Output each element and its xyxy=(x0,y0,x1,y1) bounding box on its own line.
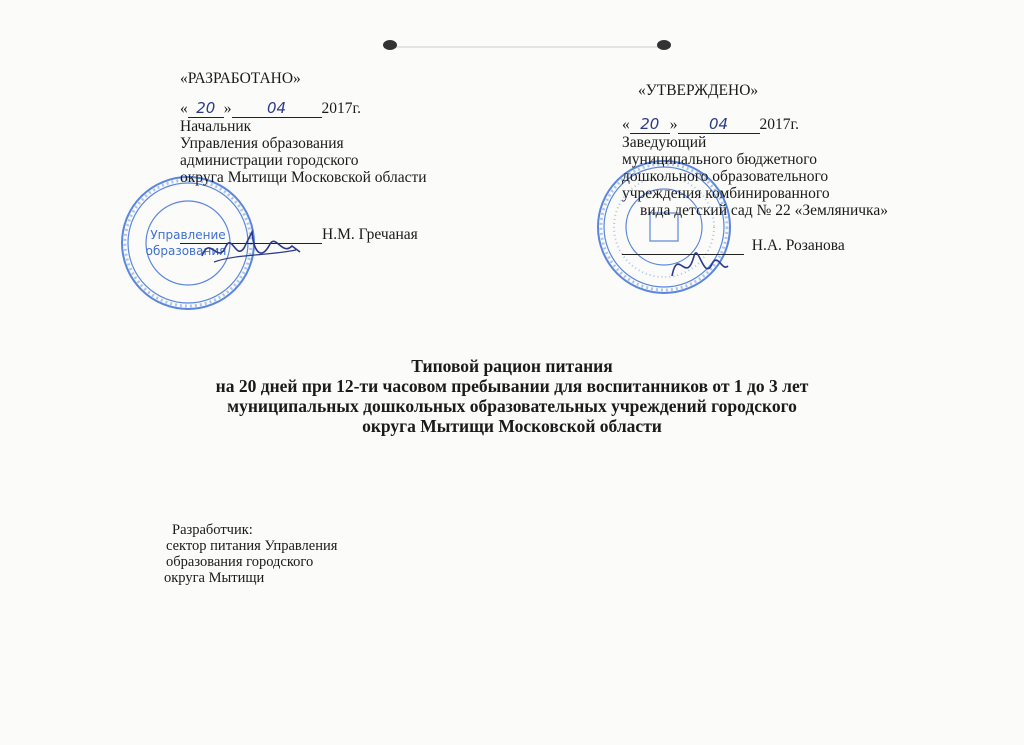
left-approval-block xyxy=(180,70,427,244)
left-line-4: округа Мытищи Московской области xyxy=(180,169,427,186)
right-signature-line xyxy=(622,237,888,255)
heading-line-2: на 20 дней при 12-ти часовом пребывании для воспитанников от 1 до 3 лет xyxy=(215,376,809,396)
developer-block xyxy=(164,522,337,586)
heading-line-4: округа Мытищи Московской области xyxy=(362,416,662,436)
left-date: « 20 » 04 2017г. xyxy=(180,99,361,117)
right-handwritten-signature xyxy=(664,236,734,292)
right-line-5: вида детский сад № 22 «Земляничка» xyxy=(640,202,888,219)
stamp-text-line2: образования xyxy=(145,244,227,258)
left-line-3: администрации городского xyxy=(180,152,359,169)
developer-line-2: образования городского xyxy=(166,554,314,570)
right-date-month: 04 xyxy=(678,116,760,134)
right-line-3: дошкольного образовательного xyxy=(622,168,829,185)
right-signatory: Н.А. Розанова xyxy=(751,237,845,254)
right-line-1: Заведующий xyxy=(622,134,707,151)
left-line-2: Управления образования xyxy=(180,135,344,152)
left-date-day: 20 xyxy=(188,100,224,118)
document-heading xyxy=(0,356,1024,436)
right-approval-block xyxy=(622,82,888,255)
paper-crease xyxy=(395,46,665,48)
right-date-day: 20 xyxy=(630,116,670,134)
heading-line-1: Типовой рацион питания xyxy=(411,356,613,376)
left-handwritten-signature xyxy=(196,226,306,272)
right-date-year: 2017г. xyxy=(759,116,799,133)
left-date-month: 04 xyxy=(232,100,322,118)
stamp-text-line1: Управление xyxy=(150,228,226,242)
heading-line-3: муниципальных дошкольных образовательных учреждений городского xyxy=(227,396,797,416)
right-line-4: учреждения комбинированного xyxy=(622,185,830,202)
developer-label: Разработчик: xyxy=(172,522,253,538)
left-signatory: Н.М. Гречаная xyxy=(322,226,418,243)
right-line-2: муниципального бюджетного xyxy=(622,151,817,168)
left-line-1: Начальник xyxy=(180,118,252,135)
punch-hole-left xyxy=(383,40,397,50)
left-date-year: 2017г. xyxy=(321,100,361,117)
punch-hole-right xyxy=(657,40,671,50)
developer-line-1: сектор питания Управления xyxy=(166,538,338,554)
developer-line-3: округа Мытищи xyxy=(164,570,265,586)
left-title: «РАЗРАБОТАНО» xyxy=(180,70,301,87)
right-date: « 20 » 04 2017г. xyxy=(622,115,799,133)
right-title: «УТВЕРЖДЕНО» xyxy=(638,82,759,99)
